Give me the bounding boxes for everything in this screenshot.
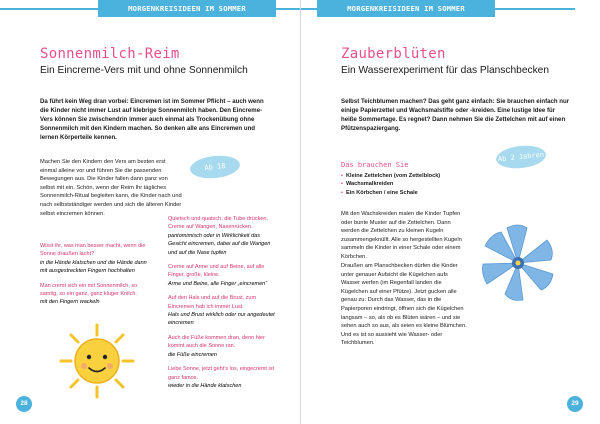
banner-rule-right (276, 8, 300, 10)
section-banner: MORGENKREISIDEEN IM SOMMER (317, 0, 495, 17)
verse-line: Creme auf Arme und auf Beine, auf alle Finger, große, kleine. (168, 264, 265, 279)
verse-line: Auf den Hals und auf die Brust, zum Eincremen hab ich immer Lust. (168, 295, 257, 310)
verse-action: Arme und Beine, alle Finger „eincremen“ (168, 280, 268, 287)
verse-line: Man cremt sich ein mit Sonnenmilch, so samtig, so ein ganz, ganz kluger Knilch. (40, 282, 138, 298)
instructions-text: Machen Sie den Kindern den Vers am besten erst einmal alleine vor und führen Sie die passenden Bewegungen aus. Die Kinder fallen dann ganz von selbst mit ein. Schön, wenn der Reim Ihr tägliches Sonnenmilch-Ritual begleiten kann, die Kinder nach und nach selbstständiger werden und sich die älteren Kinder selbst eincremen können. (40, 159, 182, 217)
list-item: ▪ Ein Körbchen / eine Schale (341, 189, 440, 197)
right-page (300, 0, 600, 424)
banner-rule-right (495, 8, 575, 10)
instructions-text: Mit den Wachskreiden malen die Kinder Tupfen oder bunte Muster auf die Zettelchen. Dann werden die Zettelchen zu kleinen Kugeln zusammengeknüllt. Alle so hergestellten Kugeln sammeln die Kinder in einer Schale oder einem Körbchen. (341, 211, 462, 260)
verse-line: Liebe Sonne, jetzt geht’s los, eingecremt ist ganz famos. (168, 366, 274, 381)
verse-block (168, 263, 280, 288)
list-item: ▪ Kleine Zettelchen (vom Zettelblock) (341, 172, 440, 180)
verse-action: wieder in die Hände klatschen (168, 382, 242, 389)
page-number: 29 (567, 396, 583, 412)
section-banner: MORGENKREISIDEEN IM SOMMER (98, 0, 276, 17)
banner-rule-left (0, 8, 98, 10)
page-subtitle: Ein Wasserexperiment für das Planschbecken (341, 65, 549, 76)
verse-action: pantomimisch oder in Wirklichkeit das Gesicht eincremen, dabei auf die Wangen und auf die Nase tupfen (168, 232, 271, 256)
verse-column-left (40, 242, 152, 313)
verse-block (40, 242, 152, 276)
list-item: ▪ Wachsmalkreiden (341, 180, 440, 188)
sun-illustration (58, 322, 136, 400)
verse-line: Auch die Füße kommen dran, denn hier kommt auch die Sonne ran. (168, 334, 265, 350)
verse-line: Wisst ihr, was man besser macht, wenn die Sonne draußen lacht? (40, 243, 146, 258)
blue-flower-illustration (477, 222, 559, 304)
verse-block (168, 215, 280, 257)
intro-text: Da führt kein Weg dran vorbei: Eincremen ist im Sommer Pflicht – auch wenn die Kinder nicht immer Lust auf klebrige Sonnenmilch haben. Den Eincreme-Vers können Sie zwischendrin immer auch einmal als Trockenübung ohne Sonnenmilch mit den Kindern machen. So denken alle ans Eincremen und lernen Körperteile kennen. (40, 98, 264, 142)
instructions-text: Draußen am Planschbecken dürfen die Kinder unter genauer Aufsicht die Kügelchen aufs Wasser werfen (im Regenfall landen die Kügelchen auf einer Pfütze). Jetzt gucken alle genau zu: Durch das Wasser, das in die Papierporen eindringt, öffnen sich die Kügelchen langsam – so, als ob es Blüten wären – und sie sehen auch so aus, als seien es kleine Blümchen. Und es ist so aussieht wie Wasser- oder Teichblumen. (341, 263, 467, 347)
page-number: 28 (16, 396, 32, 412)
materials-heading: Das brauchen Sie (341, 161, 409, 169)
page-title: Sonnenmilch-Reim (40, 46, 180, 62)
banner-rule-left (301, 8, 317, 10)
verse-action: Hals und Brust wirklich oder nur angedeutet eincremen (168, 312, 275, 327)
materials-list (341, 172, 440, 197)
age-badge: Ab 2 Jahren (495, 143, 547, 170)
verse-block (168, 334, 280, 359)
verse-line: Quietsch und quatsch, die Tube drücken, Creme auf Wangen, Nasenrücken. (168, 216, 268, 231)
verse-column-right (168, 215, 280, 396)
age-badge: Ab 18 Monaten (189, 153, 241, 180)
page-subtitle: Ein Eincreme-Vers mit und ohne Sonnenmilch (40, 65, 248, 76)
verse-block (168, 365, 280, 390)
verse-action: die Füße eincremen (168, 351, 217, 358)
page-title: Zauberblüten (341, 46, 446, 62)
verse-action: mit den Fingern wackeln (40, 299, 100, 306)
verse-block (168, 294, 280, 328)
verse-block (40, 282, 152, 307)
verse-action: in die Hände klatschen und die Hände dann mit ausgestreckten Fingern hochhalten (40, 259, 147, 275)
intro-text: Selbst Teichblumen machen? Das geht ganz einfach: Sie brauchen einfach nur einige Papierzettel und Wachsmalstifte oder -kreiden. Eine lustige Idee für heiße Sommertage. Es regnet? Dann nehmen Sie die Zettelchen mit auf einen Pfützenspaziergang. (341, 98, 570, 133)
